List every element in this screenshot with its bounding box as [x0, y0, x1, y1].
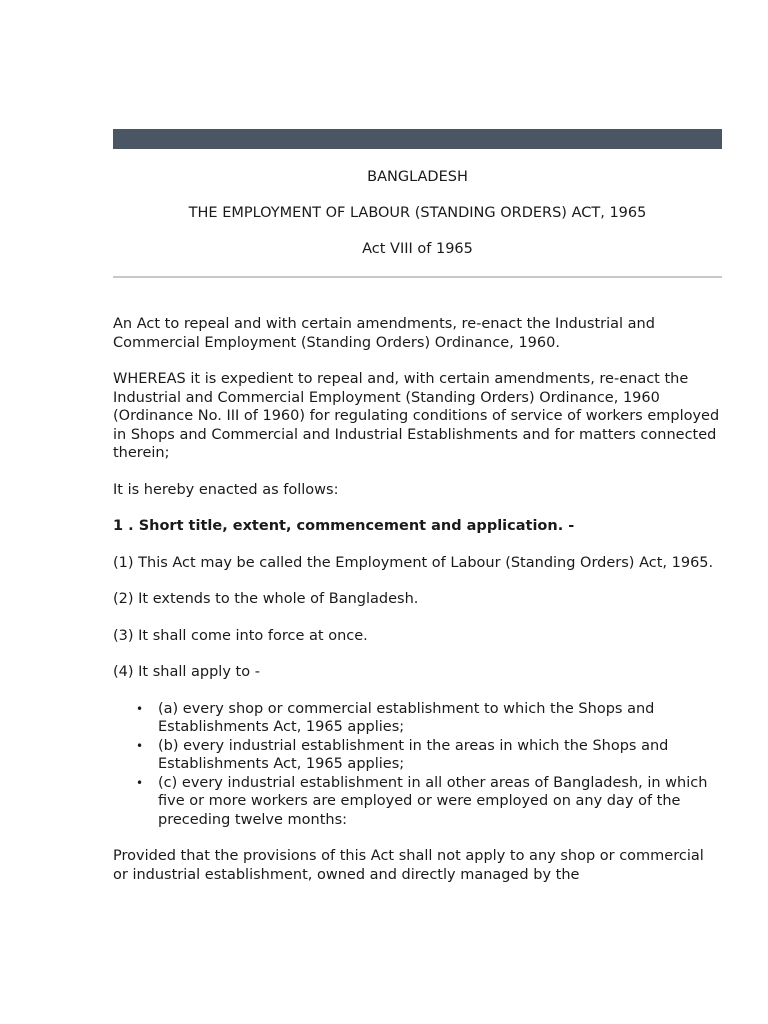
act-title: THE EMPLOYMENT OF LABOUR (STANDING ORDERS) ACT, 1965 — [188, 205, 647, 221]
section-1-heading: 1 . Short title, extent, commencement and application. - — [113, 518, 575, 534]
application-list — [113, 700, 722, 830]
preamble-paragraph: An Act to repeal and with certain amendments, re-enact the Industrial and Commercial Employment (Standing Orders) Ordinance, 1960. — [113, 316, 655, 351]
list-item — [136, 737, 722, 774]
enactment-paragraph: It is hereby enacted as follows: — [113, 481, 339, 498]
list-item-text: (a) every shop or commercial establishment to which the Shops and Establishments Act, 1965 applies; — [158, 700, 655, 735]
bullet-icon: • — [136, 701, 144, 716]
country-heading: BANGLADESH — [367, 169, 468, 185]
act-body — [113, 315, 722, 884]
list-item — [136, 700, 722, 737]
bullet-icon: • — [136, 738, 144, 753]
subsection-3: (3) It shall come into force at once. — [113, 627, 368, 644]
document-page — [113, 129, 722, 902]
header-bar — [113, 129, 722, 149]
list-item-text: (b) every industrial establishment in the areas in which the Shops and Establishments Act, 1965 applies; — [158, 737, 669, 772]
bullet-icon: • — [136, 775, 144, 790]
list-item-text: (c) every industrial establishment in all other areas of Bangladesh, in which five or more workers are employed or were employed on any day of the preceding twelve months: — [158, 774, 708, 828]
whereas-paragraph: WHEREAS it is expedient to repeal and, with certain amendments, re-enact the Industrial and Commercial Employment (Standing Orders) Ordinance, 1960 (Ordinance No. III of 1960) for regulating conditions of service of workers employed in Shops and Commercial and Industrial Establishments and for matters connected therein; — [113, 371, 720, 461]
act-number: Act VIII of 1965 — [362, 241, 473, 257]
subsection-4: (4) It shall apply to - — [113, 664, 260, 680]
subsection-2: (2) It extends to the whole of Bangladesh. — [113, 591, 419, 607]
list-item — [136, 774, 722, 830]
divider — [113, 276, 722, 278]
subsection-1: (1) This Act may be called the Employment of Labour (Standing Orders) Act, 1965. — [113, 554, 714, 571]
proviso-paragraph: Provided that the provisions of this Act shall not apply to any shop or commercial or industrial establishment, owned and directly managed by the — [113, 848, 704, 883]
